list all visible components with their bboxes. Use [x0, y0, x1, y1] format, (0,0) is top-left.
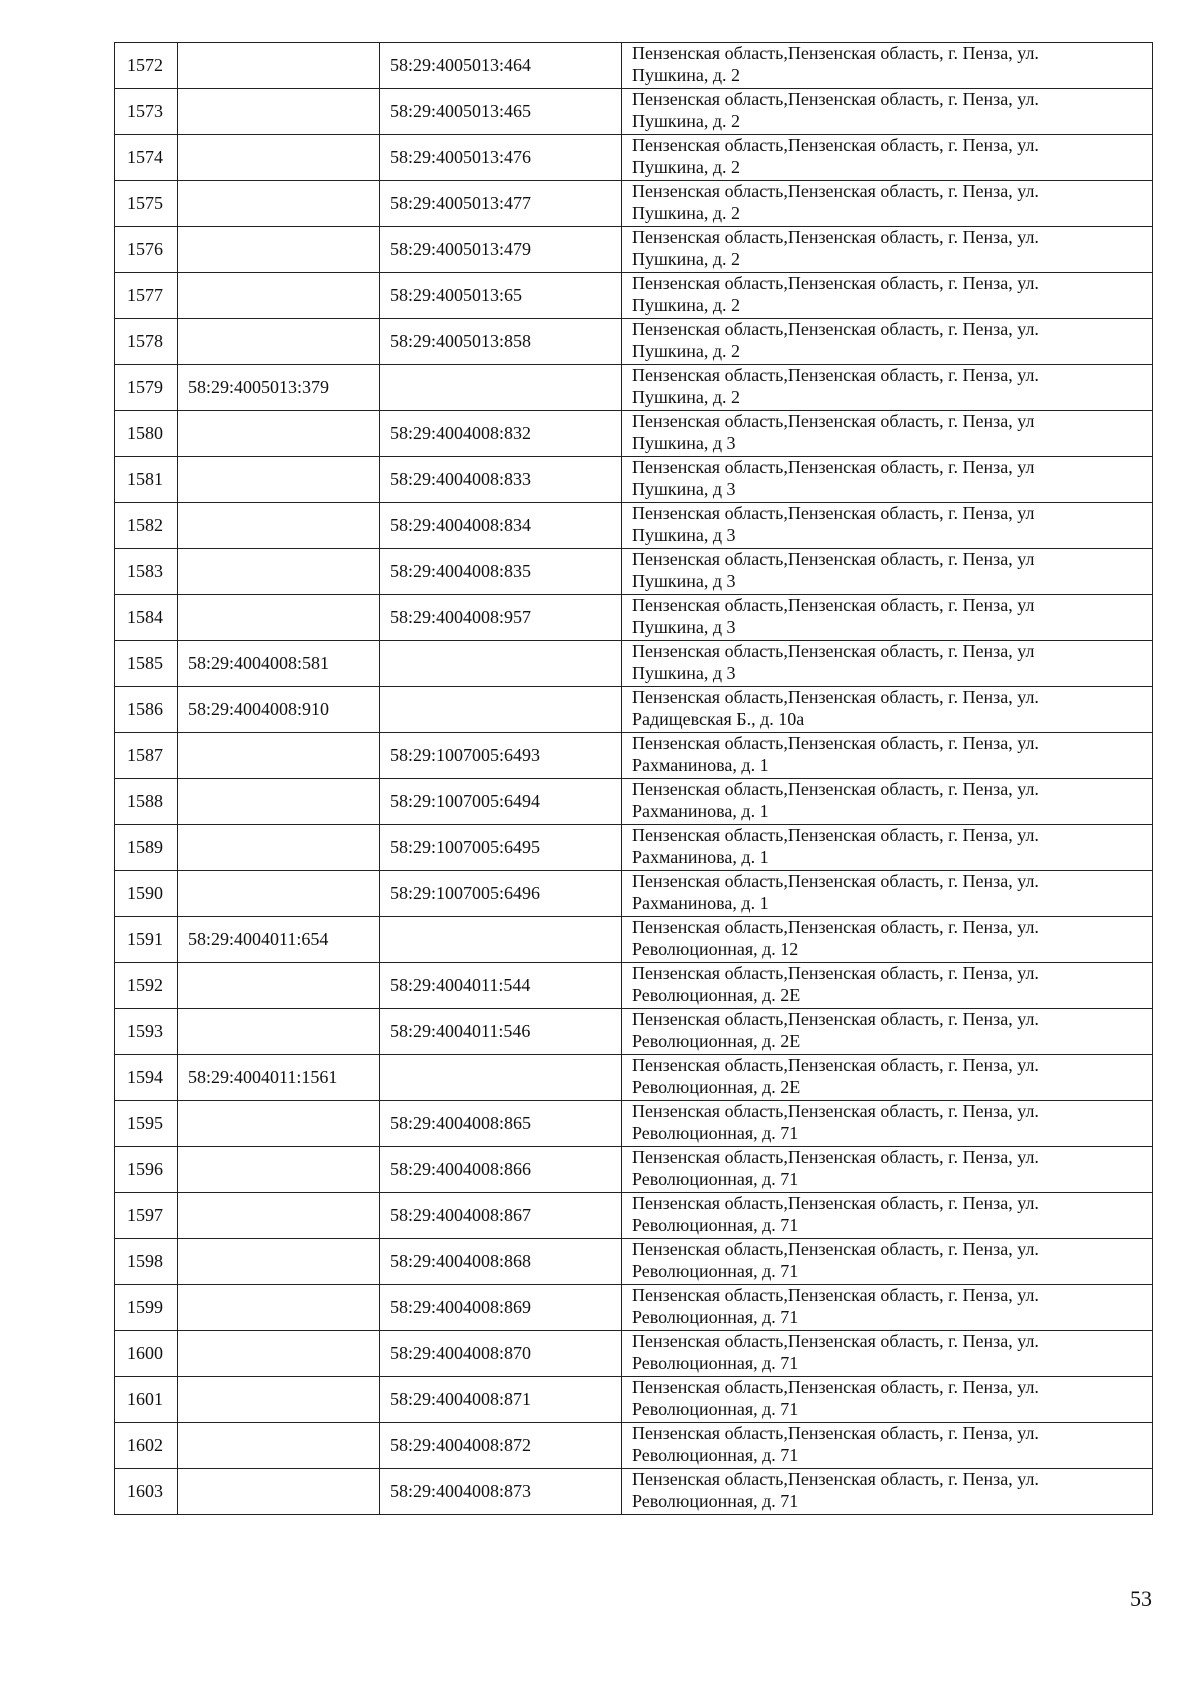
building-cadastral-number-cell [380, 641, 622, 687]
row-number-cell: 1572 [115, 43, 178, 89]
address-line-1: Пензенская область,Пензенская область, г. Пенза, ул. [632, 273, 1039, 293]
building-cadastral-number-cell: 58:29:1007005:6493 [380, 733, 622, 779]
address-line-2: Пушкина, д. 2 [632, 64, 741, 85]
building-cadastral-number-cell: 58:29:4004008:868 [380, 1239, 622, 1285]
row-number-cell: 1583 [115, 549, 178, 595]
table-row [115, 825, 1153, 871]
address-line-1: Пензенская область,Пензенская область, г. Пенза, ул. [632, 227, 1039, 247]
parcel-cadastral-number-cell [178, 825, 380, 871]
address-cell [622, 135, 1153, 181]
row-number-cell: 1579 [115, 365, 178, 411]
address-line-1: Пензенская область,Пензенская область, г. Пенза, ул. [632, 181, 1039, 201]
address-line-2: Революционная, д. 71 [632, 1398, 799, 1419]
table-row [115, 1147, 1153, 1193]
row-number-cell: 1590 [115, 871, 178, 917]
row-number-cell: 1576 [115, 227, 178, 273]
row-number-cell: 1586 [115, 687, 178, 733]
building-cadastral-number-cell: 58:29:1007005:6494 [380, 779, 622, 825]
building-cadastral-number-cell: 58:29:4005013:465 [380, 89, 622, 135]
row-number-cell: 1591 [115, 917, 178, 963]
row-number-cell: 1588 [115, 779, 178, 825]
row-number-cell: 1582 [115, 503, 178, 549]
parcel-cadastral-number-cell [178, 871, 380, 917]
address-line-1: Пензенская область,Пензенская область, г. Пенза, ул. [632, 1147, 1039, 1167]
address-cell [622, 365, 1153, 411]
building-cadastral-number-cell: 58:29:4004008:870 [380, 1331, 622, 1377]
address-line-2: Революционная, д. 71 [632, 1352, 799, 1373]
address-line-1: Пензенская область,Пензенская область, г. Пенза, ул. [632, 1009, 1039, 1029]
parcel-cadastral-number-cell: 58:29:4004008:910 [178, 687, 380, 733]
table-row [115, 641, 1153, 687]
row-number-cell: 1603 [115, 1469, 178, 1515]
address-cell [622, 733, 1153, 779]
parcel-cadastral-number-cell: 58:29:4005013:379 [178, 365, 380, 411]
building-cadastral-number-cell: 58:29:4004008:866 [380, 1147, 622, 1193]
address-cell [622, 825, 1153, 871]
address-cell [622, 1423, 1153, 1469]
address-cell [622, 917, 1153, 963]
address-line-2: Пушкина, д 3 [632, 478, 736, 499]
address-cell [622, 641, 1153, 687]
address-line-1: Пензенская область,Пензенская область, г. Пенза, ул. [632, 1101, 1039, 1121]
table-row [115, 273, 1153, 319]
parcel-cadastral-number-cell [178, 411, 380, 457]
row-number-cell: 1592 [115, 963, 178, 1009]
address-line-2: Пушкина, д 3 [632, 524, 736, 545]
address-line-1: Пензенская область,Пензенская область, г. Пенза, ул. [632, 733, 1039, 753]
address-cell [622, 687, 1153, 733]
address-line-2: Пушкина, д. 2 [632, 294, 741, 315]
address-cell [622, 1147, 1153, 1193]
address-line-1: Пензенская область,Пензенская область, г. Пенза, ул. [632, 1469, 1039, 1489]
address-line-1: Пензенская область,Пензенская область, г. Пенза, ул. [632, 1239, 1039, 1259]
building-cadastral-number-cell: 58:29:1007005:6496 [380, 871, 622, 917]
table-row [115, 89, 1153, 135]
address-line-2: Революционная, д. 12 [632, 938, 799, 959]
parcel-cadastral-number-cell [178, 963, 380, 1009]
row-number-cell: 1589 [115, 825, 178, 871]
row-number-cell: 1585 [115, 641, 178, 687]
parcel-cadastral-number-cell [178, 1147, 380, 1193]
address-line-2: Рахманинова, д. 1 [632, 846, 769, 867]
address-line-2: Пушкина, д. 2 [632, 340, 741, 361]
parcel-cadastral-number-cell: 58:29:4004011:654 [178, 917, 380, 963]
parcel-cadastral-number-cell [178, 89, 380, 135]
row-number-cell: 1581 [115, 457, 178, 503]
parcel-cadastral-number-cell [178, 181, 380, 227]
row-number-cell: 1573 [115, 89, 178, 135]
row-number-cell: 1574 [115, 135, 178, 181]
building-cadastral-number-cell: 58:29:1007005:6495 [380, 825, 622, 871]
building-cadastral-number-cell: 58:29:4005013:479 [380, 227, 622, 273]
address-line-2: Революционная, д. 2Е [632, 1030, 801, 1051]
address-line-1: Пензенская область,Пензенская область, г. Пенза, ул. [632, 871, 1039, 891]
table-row [115, 181, 1153, 227]
page-number: 53 [1130, 1586, 1152, 1611]
row-number-cell: 1600 [115, 1331, 178, 1377]
row-number-cell: 1598 [115, 1239, 178, 1285]
address-cell [622, 319, 1153, 365]
address-line-2: Пушкина, д 3 [632, 616, 736, 637]
row-number-cell: 1577 [115, 273, 178, 319]
address-line-2: Рахманинова, д. 1 [632, 800, 769, 821]
address-cell [622, 1055, 1153, 1101]
address-cell [622, 871, 1153, 917]
building-cadastral-number-cell: 58:29:4004008:873 [380, 1469, 622, 1515]
address-cell [622, 1469, 1153, 1515]
address-line-2: Революционная, д. 71 [632, 1122, 799, 1143]
table-row [115, 411, 1153, 457]
parcel-cadastral-number-cell [178, 319, 380, 365]
address-line-1: Пензенская область,Пензенская область, г. Пенза, ул [632, 641, 1035, 661]
row-number-cell: 1594 [115, 1055, 178, 1101]
table-row [115, 503, 1153, 549]
table-row [115, 733, 1153, 779]
parcel-cadastral-number-cell [178, 273, 380, 319]
address-cell [622, 549, 1153, 595]
address-line-1: Пензенская область,Пензенская область, г. Пенза, ул. [632, 365, 1039, 385]
address-line-2: Рахманинова, д. 1 [632, 754, 769, 775]
address-line-2: Радищевская Б., д. 10а [632, 708, 805, 729]
row-number-cell: 1593 [115, 1009, 178, 1055]
row-number-cell: 1575 [115, 181, 178, 227]
parcel-cadastral-number-cell [178, 1009, 380, 1055]
table-row [115, 687, 1153, 733]
address-line-2: Пушкина, д 3 [632, 570, 736, 591]
building-cadastral-number-cell: 58:29:4005013:65 [380, 273, 622, 319]
address-cell [622, 89, 1153, 135]
building-cadastral-number-cell [380, 917, 622, 963]
building-cadastral-number-cell: 58:29:4004008:867 [380, 1193, 622, 1239]
table-row [115, 1009, 1153, 1055]
building-cadastral-number-cell: 58:29:4004008:871 [380, 1377, 622, 1423]
address-line-1: Пензенская область,Пензенская область, г. Пенза, ул. [632, 1055, 1039, 1075]
parcel-cadastral-number-cell [178, 779, 380, 825]
address-cell [622, 1009, 1153, 1055]
address-line-2: Революционная, д. 2Е [632, 1076, 801, 1097]
parcel-cadastral-number-cell [178, 1285, 380, 1331]
address-cell [622, 1193, 1153, 1239]
address-line-2: Пушкина, д. 2 [632, 386, 741, 407]
building-cadastral-number-cell: 58:29:4004011:544 [380, 963, 622, 1009]
table-body [115, 43, 1153, 1515]
parcel-cadastral-number-cell [178, 1101, 380, 1147]
parcel-cadastral-number-cell [178, 503, 380, 549]
row-number-cell: 1602 [115, 1423, 178, 1469]
parcel-cadastral-number-cell [178, 1239, 380, 1285]
building-cadastral-number-cell: 58:29:4005013:858 [380, 319, 622, 365]
address-line-2: Революционная, д. 71 [632, 1444, 799, 1465]
building-cadastral-number-cell: 58:29:4004008:872 [380, 1423, 622, 1469]
building-cadastral-number-cell: 58:29:4004008:957 [380, 595, 622, 641]
address-cell [622, 1239, 1153, 1285]
table-row [115, 1423, 1153, 1469]
building-cadastral-number-cell: 58:29:4005013:476 [380, 135, 622, 181]
address-cell [622, 963, 1153, 1009]
address-cell [622, 1101, 1153, 1147]
address-cell [622, 273, 1153, 319]
building-cadastral-number-cell: 58:29:4004008:834 [380, 503, 622, 549]
address-cell [622, 457, 1153, 503]
address-cell [622, 503, 1153, 549]
address-line-1: Пензенская область,Пензенская область, г. Пенза, ул. [632, 89, 1039, 109]
parcel-cadastral-number-cell [178, 1193, 380, 1239]
address-line-1: Пензенская область,Пензенская область, г. Пенза, ул. [632, 825, 1039, 845]
parcel-cadastral-number-cell [178, 1331, 380, 1377]
address-line-1: Пензенская область,Пензенская область, г. Пенза, ул. [632, 1193, 1039, 1213]
table-row [115, 1239, 1153, 1285]
building-cadastral-number-cell [380, 1055, 622, 1101]
address-cell [622, 227, 1153, 273]
address-cell [622, 43, 1153, 89]
address-cell [622, 1285, 1153, 1331]
address-line-2: Пушкина, д. 2 [632, 110, 741, 131]
table-row [115, 135, 1153, 181]
table-row [115, 43, 1153, 89]
address-line-1: Пензенская область,Пензенская область, г. Пенза, ул [632, 411, 1035, 431]
address-line-2: Революционная, д. 2Е [632, 984, 801, 1005]
table-row [115, 227, 1153, 273]
row-number-cell: 1587 [115, 733, 178, 779]
parcel-cadastral-number-cell [178, 1469, 380, 1515]
row-number-cell: 1584 [115, 595, 178, 641]
address-line-1: Пензенская область,Пензенская область, г. Пенза, ул. [632, 687, 1039, 707]
address-cell [622, 595, 1153, 641]
address-cell [622, 411, 1153, 457]
address-line-1: Пензенская область,Пензенская область, г. Пенза, ул. [632, 1423, 1039, 1443]
parcel-cadastral-number-cell [178, 457, 380, 503]
address-line-2: Революционная, д. 71 [632, 1260, 799, 1281]
address-line-2: Революционная, д. 71 [632, 1168, 799, 1189]
row-number-cell: 1596 [115, 1147, 178, 1193]
table-row [115, 365, 1153, 411]
address-line-1: Пензенская область,Пензенская область, г. Пенза, ул. [632, 963, 1039, 983]
parcel-cadastral-number-cell: 58:29:4004008:581 [178, 641, 380, 687]
address-cell [622, 1331, 1153, 1377]
building-cadastral-number-cell: 58:29:4005013:477 [380, 181, 622, 227]
row-number-cell: 1578 [115, 319, 178, 365]
table-row [115, 595, 1153, 641]
table-row [115, 457, 1153, 503]
address-line-1: Пензенская область,Пензенская область, г. Пенза, ул [632, 549, 1035, 569]
table-row [115, 963, 1153, 1009]
address-line-2: Пушкина, д. 2 [632, 202, 741, 223]
building-cadastral-number-cell: 58:29:4004008:865 [380, 1101, 622, 1147]
building-cadastral-number-cell: 58:29:4004008:835 [380, 549, 622, 595]
address-cell [622, 779, 1153, 825]
address-line-1: Пензенская область,Пензенская область, г. Пенза, ул. [632, 1377, 1039, 1397]
table-row [115, 549, 1153, 595]
building-cadastral-number-cell [380, 687, 622, 733]
address-line-2: Революционная, д. 71 [632, 1490, 799, 1511]
address-line-2: Революционная, д. 71 [632, 1306, 799, 1327]
building-cadastral-number-cell: 58:29:4005013:464 [380, 43, 622, 89]
building-cadastral-number-cell: 58:29:4004008:833 [380, 457, 622, 503]
row-number-cell: 1597 [115, 1193, 178, 1239]
row-number-cell: 1599 [115, 1285, 178, 1331]
address-line-1: Пензенская область,Пензенская область, г. Пенза, ул. [632, 319, 1039, 339]
address-line-1: Пензенская область,Пензенская область, г. Пенза, ул [632, 595, 1035, 615]
address-line-2: Пушкина, д. 2 [632, 248, 741, 269]
address-line-1: Пензенская область,Пензенская область, г. Пенза, ул. [632, 917, 1039, 937]
table-row [115, 1193, 1153, 1239]
parcel-cadastral-number-cell [178, 135, 380, 181]
building-cadastral-number-cell: 58:29:4004008:832 [380, 411, 622, 457]
parcel-cadastral-number-cell [178, 1377, 380, 1423]
parcel-cadastral-number-cell [178, 43, 380, 89]
address-line-2: Рахманинова, д. 1 [632, 892, 769, 913]
table-row [115, 1469, 1153, 1515]
parcel-cadastral-number-cell [178, 1423, 380, 1469]
table-row [115, 1377, 1153, 1423]
address-line-2: Пушкина, д 3 [632, 662, 736, 683]
parcel-cadastral-number-cell [178, 595, 380, 641]
table-row [115, 1331, 1153, 1377]
address-line-2: Пушкина, д. 2 [632, 156, 741, 177]
address-line-2: Революционная, д. 71 [632, 1214, 799, 1235]
address-line-1: Пензенская область,Пензенская область, г. Пенза, ул. [632, 779, 1039, 799]
address-line-1: Пензенская область,Пензенская область, г. Пенза, ул. [632, 43, 1039, 63]
building-cadastral-number-cell: 58:29:4004008:869 [380, 1285, 622, 1331]
address-line-1: Пензенская область,Пензенская область, г. Пенза, ул. [632, 1331, 1039, 1351]
table-row [115, 917, 1153, 963]
row-number-cell: 1580 [115, 411, 178, 457]
table-row [115, 871, 1153, 917]
table-row [115, 319, 1153, 365]
table-row [115, 1101, 1153, 1147]
row-number-cell: 1595 [115, 1101, 178, 1147]
parcel-cadastral-number-cell [178, 227, 380, 273]
building-cadastral-number-cell [380, 365, 622, 411]
address-line-1: Пензенская область,Пензенская область, г. Пенза, ул [632, 457, 1035, 477]
building-cadastral-number-cell: 58:29:4004011:546 [380, 1009, 622, 1055]
parcel-cadastral-number-cell [178, 549, 380, 595]
address-cell [622, 181, 1153, 227]
address-line-1: Пензенская область,Пензенская область, г. Пенза, ул. [632, 1285, 1039, 1305]
parcel-cadastral-number-cell [178, 733, 380, 779]
table-row [115, 779, 1153, 825]
table-row [115, 1285, 1153, 1331]
row-number-cell: 1601 [115, 1377, 178, 1423]
table-row [115, 1055, 1153, 1101]
document-table [114, 42, 1153, 1515]
address-line-1: Пензенская область,Пензенская область, г. Пенза, ул [632, 503, 1035, 523]
parcel-cadastral-number-cell: 58:29:4004011:1561 [178, 1055, 380, 1101]
address-cell [622, 1377, 1153, 1423]
address-line-2: Пушкина, д 3 [632, 432, 736, 453]
address-line-1: Пензенская область,Пензенская область, г. Пенза, ул. [632, 135, 1039, 155]
